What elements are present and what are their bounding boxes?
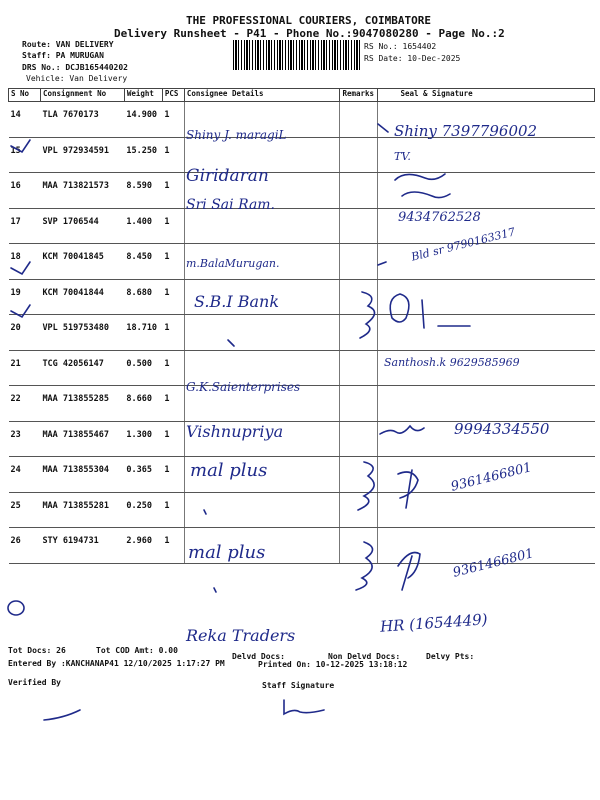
cell-sno: 25 xyxy=(9,492,41,528)
cell-pcs: 1 xyxy=(162,208,184,244)
cell-weight: 15.250 xyxy=(124,137,162,173)
signature-scribble xyxy=(380,426,424,434)
delivery-points: Delvy Pts: xyxy=(426,652,475,661)
cell-pcs: 1 xyxy=(162,279,184,315)
scribble xyxy=(204,510,216,592)
cell-consignment: STY 6194731 xyxy=(40,528,124,564)
cell-weight: 0.500 xyxy=(124,350,162,386)
cell-sno: 20 xyxy=(9,315,41,351)
cell-pcs: 1 xyxy=(162,244,184,280)
col-remarks: Remarks xyxy=(340,89,378,102)
cell-pcs: 1 xyxy=(162,315,184,351)
cell-consignment: MAA 713821573 xyxy=(40,173,124,209)
handwritten-signature-20: Santhosh.k 9629585969 xyxy=(384,356,520,369)
col-weight: Weight xyxy=(124,89,162,102)
bracket-mark xyxy=(356,542,373,590)
verified-by-label: Verified By xyxy=(8,678,61,687)
handwritten-consignee-19: S.B.I Bank xyxy=(194,292,280,311)
handwritten-consignee-16: Sri Sai Ram. xyxy=(186,197,276,213)
handwritten-signature-22: 9994334550 xyxy=(454,420,550,438)
tick-mark xyxy=(11,305,30,317)
cell-consignment: VPL 519753480 xyxy=(40,315,124,351)
route-label: Route: VAN DELIVERY xyxy=(22,40,114,49)
signature-scribble xyxy=(398,470,418,508)
cell-sno: 21 xyxy=(9,350,41,386)
runsheet-subtitle: Delivery Runsheet - P41 - Phone No.:9047080280 - Page No.:2 xyxy=(114,27,505,40)
bracket-mark xyxy=(360,292,375,338)
cell-consignment: MAA 713855285 xyxy=(40,386,124,422)
cell-consignment: KCM 70041845 xyxy=(40,244,124,280)
cell-sno: 24 xyxy=(9,457,41,493)
cell-weight: 2.960 xyxy=(124,528,162,564)
handwritten-signature-15: TV. xyxy=(394,150,411,163)
cell-weight: 18.710 xyxy=(124,315,162,351)
cell-weight: 0.250 xyxy=(124,492,162,528)
handwritten-signature-23: 9361466801 xyxy=(449,460,534,495)
cell-weight: 8.590 xyxy=(124,173,162,209)
verified-signature xyxy=(44,710,80,720)
cell-consignment: SVP 1706544 xyxy=(40,208,124,244)
signature-scribble xyxy=(395,174,445,180)
signature-scribble xyxy=(402,192,450,198)
cell-pcs: 1 xyxy=(162,457,184,493)
cell-pcs: 1 xyxy=(162,137,184,173)
staff-signature-mark xyxy=(284,700,324,714)
signature-scribble xyxy=(422,300,470,328)
bracket-mark xyxy=(358,462,374,510)
signature-scribble xyxy=(398,553,420,591)
handwritten-signature-25: 9361466801 xyxy=(451,546,536,581)
handwritten-consignee-22: Vishnupriya xyxy=(186,422,284,441)
drs-label: DRS No.: DCJB165440202 xyxy=(22,63,128,72)
cell-consignment: MAA 713855467 xyxy=(40,421,124,457)
printed-on: Printed On: 10-12-2025 13:18:12 xyxy=(258,660,408,669)
handwritten-signature-16: 9434762528 xyxy=(398,210,481,225)
cell-weight: 14.900 xyxy=(124,102,162,138)
cell-weight: 0.365 xyxy=(124,457,162,493)
rs-number: RS No.: 1654402 xyxy=(364,42,437,51)
cell-sno: 23 xyxy=(9,421,41,457)
scribble xyxy=(378,124,388,132)
handwritten-consignee-25: mal plus xyxy=(188,542,266,563)
staff-label: Staff: PA MURUGAN xyxy=(22,51,104,60)
cell-sno: 16 xyxy=(9,173,41,209)
cell-sno: 17 xyxy=(9,208,41,244)
cell-consignment: VPL 972934591 xyxy=(40,137,124,173)
cell-consignment: MAA 713855304 xyxy=(40,457,124,493)
handwritten-signature-17: Bld sr 9790163317 xyxy=(410,225,517,264)
col-pcs: PCS xyxy=(162,89,184,102)
handwritten-consignee-23: mal plus xyxy=(190,460,268,481)
col-consignee: Consignee Details xyxy=(184,89,340,102)
cell-consignment: MAA 713855281 xyxy=(40,492,124,528)
handwritten-consignee-15: Giridaran xyxy=(186,166,269,186)
handwritten-signature-26: HR (1654449) xyxy=(379,610,489,636)
handwritten-consignee-18: m.BalaMurugan. xyxy=(186,257,280,270)
cell-pcs: 1 xyxy=(162,102,184,138)
col-seal: Seal & Signature xyxy=(378,89,595,102)
handwritten-consignee-26: Reka Traders xyxy=(186,626,296,645)
cell-weight: 1.300 xyxy=(124,421,162,457)
delivered-docs: Delvd Docs: xyxy=(232,652,285,661)
cell-sno: 18 xyxy=(9,244,41,280)
cell-pcs: 1 xyxy=(162,492,184,528)
cell-sno: 26 xyxy=(9,528,41,564)
vehicle-label: Vehicle: Van Delivery xyxy=(26,74,128,83)
handwritten-signature-14: Shiny 7397796002 xyxy=(394,122,538,140)
entered-by: Entered By :KANCHANAP41 12/10/2025 1:17:27 PM xyxy=(8,659,225,668)
cell-sno: 14 xyxy=(9,102,41,138)
cell-pcs: 1 xyxy=(162,386,184,422)
cell-weight: 8.450 xyxy=(124,244,162,280)
cell-pcs: 1 xyxy=(162,528,184,564)
cell-pcs: 1 xyxy=(162,173,184,209)
cell-weight: 8.660 xyxy=(124,386,162,422)
cell-consignment: TLA 7670173 xyxy=(40,102,124,138)
scribble xyxy=(228,340,234,346)
handwritten-consignee-21: G.K.Saienterprises xyxy=(186,380,301,394)
cell-sno: 22 xyxy=(9,386,41,422)
circle-mark xyxy=(8,601,24,615)
non-delivered-docs: Non Delvd Docs: xyxy=(328,652,401,661)
cell-pcs: 1 xyxy=(162,421,184,457)
handwritten-consignee-14: Shiny J. maragiL xyxy=(186,128,287,142)
col-sno: S No xyxy=(9,89,41,102)
cell-sno: 15 xyxy=(9,137,41,173)
cell-pcs: 1 xyxy=(162,350,184,386)
cell-sno: 19 xyxy=(9,279,41,315)
cell-consignment: KCM 70041844 xyxy=(40,279,124,315)
company-title: THE PROFESSIONAL COURIERS, COIMBATORE xyxy=(186,14,432,27)
cell-consignment: TCG 42056147 xyxy=(40,350,124,386)
cell-weight: 8.680 xyxy=(124,279,162,315)
rs-date: RS Date: 10-Dec-2025 xyxy=(364,54,461,63)
staff-signature-label: Staff Signature xyxy=(262,681,335,690)
tick-mark xyxy=(11,140,30,152)
total-cod-amount: Tot COD Amt: 0.00 xyxy=(96,646,178,655)
scribble xyxy=(378,262,386,265)
cell-weight: 1.400 xyxy=(124,208,162,244)
total-docs: Tot Docs: 26 xyxy=(8,646,66,655)
signature-scribble xyxy=(390,294,409,322)
tick-mark xyxy=(11,262,30,274)
col-consignment: Consignment No xyxy=(40,89,124,102)
